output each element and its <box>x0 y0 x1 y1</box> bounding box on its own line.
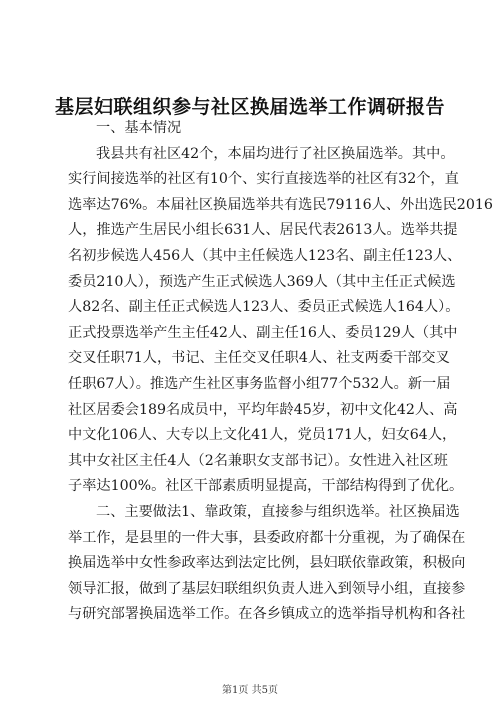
section-heading-basic-situation: 一、基本情况 <box>96 120 182 136</box>
paragraph-line: 我县共有社区42个，本届均进行了社区换届选举。其中。 <box>96 145 455 162</box>
paragraph-line: 换届选举中女性参政率达到法定比例，县妇联依靠政策，积极向 <box>68 555 466 572</box>
paragraph-line: 举工作，是县里的一件大事，县委政府都十分重视，为了确保在 <box>68 529 466 546</box>
document-title: 基层妇联组织参与社区换届选举工作调研报告 <box>54 96 445 118</box>
paragraph-line: 人，推选产生居民小组长631人、居民代表2613人。选举共提 <box>68 222 458 239</box>
paragraph-line: 社区居委会189名成员中，平均年龄45岁，初中文化42人、高 <box>68 401 458 418</box>
paragraph-line: 交叉任职71人，书记、主任交叉任职4人、社支两委干部交叉 <box>68 350 450 367</box>
paragraph-line: 子率达100%。社区干部素质明显提高，干部结构得到了优化。 <box>68 478 464 495</box>
page-footer: 第1页 共5页 <box>222 685 278 696</box>
paragraph-line: 人82名、副主任正式候选人123人、委员正式候选人164人）。 <box>68 299 460 316</box>
paragraph-line: 选率达76%。本届社区换届选举共有选民79116人、外出选民2016 <box>68 196 493 213</box>
paragraph-line: 中文化106人、大专以上文化41人，党员171人，妇女64人， <box>68 427 457 444</box>
document-body <box>68 116 493 628</box>
paragraph-line: 任职67人）。推选产生社区事务监督小组77个532人。新一届 <box>68 375 451 392</box>
paragraph-line: 领导汇报，做到了基层妇联组织负责人进入到领导小组，直接参 <box>68 580 466 597</box>
paragraph-line: 委员210人），预选产生正式候选人369人（其中主任正式候选 <box>68 273 456 290</box>
paragraph-line: 实行间接选举的社区有10个、实行直接选举的社区有32个，直 <box>68 171 459 188</box>
paragraph-line: 正式投票选举产生主任42人、副主任16人、委员129人（其中 <box>68 324 458 341</box>
paragraph-line: 与研究部署换届选举工作。在各乡镇成立的选举指导机构和各社 <box>68 606 466 623</box>
paragraph-line: 二、主要做法1、靠政策，直接参与组织选举。社区换届选 <box>96 503 460 520</box>
paragraph-line: 其中女社区主任4人（2名兼职女支部书记）。女性进入社区班 <box>68 452 448 469</box>
paragraph-line: 名初步候选人456人（其中主任候选人123名、副主任123人、 <box>68 247 462 264</box>
